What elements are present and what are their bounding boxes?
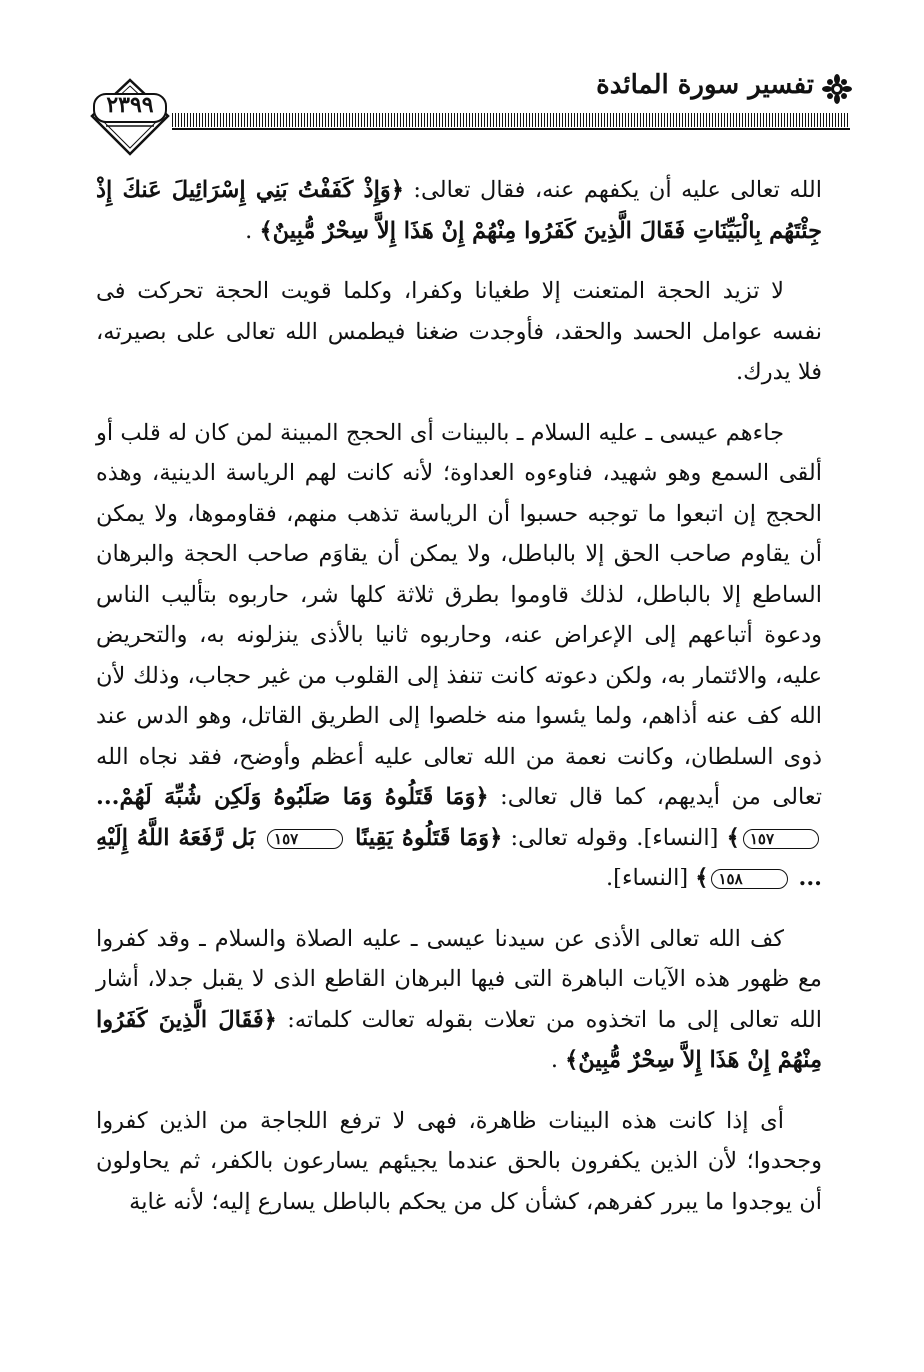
commentary-text: جاءهم عيسى ـ عليه السلام ـ بالبينات أى الحجج المبينة لمن كان له قلب أو ألقى السمع وهو شهيد، فناوءوه العداوة؛ لأنه كانت لهم الرياسة الدينية، وهذه الحجج إن اتبعوا ما توجبه حسبوا أن الرياسة تذهب منهم، فقاوموها، ولا يمكن أن يقاوم صاحب الحق إلا بالباطل، ولا يمكن أن يقاوَم صاحب الحجة والبرهان الساطع إلا بالباطل، لذلك قاوموا بطرق ثلاثة كلها شر، حاربوه بتأليب الناس ودعوة أتباعهم إلى الإعراض عنه، وحاربوه ثانيا بالأذى ينزلونه به، والتحريض عليه، والائتمار به، ولكن دعوته كانت تنفذ إلى القلوب من غير حجاب، وذلك لأن الله كف عنه أذاهم، ولما يئسوا منه خلصوا إلى الطريق القاتل، وهو الدس عند ذوى السلطان، وكانت نعمة من الله تعالى عليه أعظم وأوضح، فقد نجاه الله تعالى من أيديهم، كما قال تعالى: xyxy=(96,419,822,810)
page-number: ٢٣٩٩ xyxy=(106,92,154,118)
commentary-text: كف الله تعالى الأذى عن سيدنا عيسى ـ عليه الصلاة والسلام ـ وقد كفروا مع ظهور هذه الآيات الباهرة التى فيها البرهان القاطع الذى لا يقبل جدلا، أشار الله تعالى إلى ما اتخذوه من تعلات بقوله تعالت كلماته: xyxy=(96,925,822,1033)
paragraph xyxy=(96,413,822,899)
ayah-number-marker: ١٥٨ xyxy=(711,869,787,889)
running-title: تفسير سورة المائدة xyxy=(596,70,814,100)
commentary-text: . xyxy=(550,1047,566,1073)
paragraph xyxy=(96,170,822,251)
ayah-number-marker: ١٥٧ xyxy=(743,829,819,849)
header-rule-line xyxy=(172,128,850,130)
commentary-text: لا تزيد الحجة المتعنت إلا طغيانا وكفرا، وكلما قويت الحجة تحركت فى نفسه عوامل الحسد والحقد، فأوجدت ضغنا فيطمس الله تعالى على بصيرته، فلا يدرك. xyxy=(96,278,822,385)
ayah-number-marker: ١٥٧ xyxy=(267,829,343,849)
quran-verse: ﴾ xyxy=(695,865,709,891)
page-header xyxy=(0,0,924,160)
paragraph xyxy=(96,271,822,393)
header-rule xyxy=(172,113,850,127)
commentary-text: [النساء]. وقوله تعالى: xyxy=(502,824,727,851)
commentary-text: الله تعالى عليه أن يكفهم عنه، فقال تعالى: xyxy=(403,177,823,203)
commentary-text: [النساء]. xyxy=(606,865,696,891)
paragraph xyxy=(96,1101,822,1223)
quran-verse: ﴾ xyxy=(726,824,740,851)
quran-verse: ﴿وَإِذْ كَفَفْتُ بَنِي إِسْرَائِيلَ عَنكَ إِذْ جِئْتَهُم بِالْبَيِّنَاتِ فَقَالَ الَّذِينَ كَفَرُوا مِنْهُمْ إِنْ هَذَا إِلاَّ سِحْرٌ مُّبِينٌ﴾ xyxy=(96,177,822,244)
commentary-text: أى إذا كانت هذه البينات ظاهرة، فهى لا ترفع اللجاجة من الذين كفروا وجحدوا؛ لأن الذين يكفرون بالحق عندما يجيئهم يسارعون بالكفر، ثم يحاولون أن يوجدوا ما يبرر كفرهم، كشأن كل من يحكم بالباطل يسارع إليه؛ لأنه غاية xyxy=(96,1107,822,1215)
quran-verse: ﴿فَقَالَ الَّذِينَ كَفَرُوا مِنْهُمْ إِنْ هَذَا إِلاَّ سِحْرٌ مُّبِينٌ﴾ xyxy=(96,1006,822,1073)
flower-ornament-icon xyxy=(822,74,852,104)
quran-verse: ﴿وَمَا قَتَلُوهُ يَقِينًا xyxy=(346,824,503,851)
commentary-text: . xyxy=(245,217,260,244)
paragraph xyxy=(96,919,822,1081)
quran-verse: بَل رَّفَعَهُ اللَّهُ إِلَيْهِ ... xyxy=(96,824,822,891)
page-body xyxy=(96,170,822,1242)
quran-verse: ﴿وَمَا قَتَلُوهُ وَمَا صَلَبُوهُ وَلَكِن شُبِّهَ لَهُمْ... xyxy=(96,784,489,810)
